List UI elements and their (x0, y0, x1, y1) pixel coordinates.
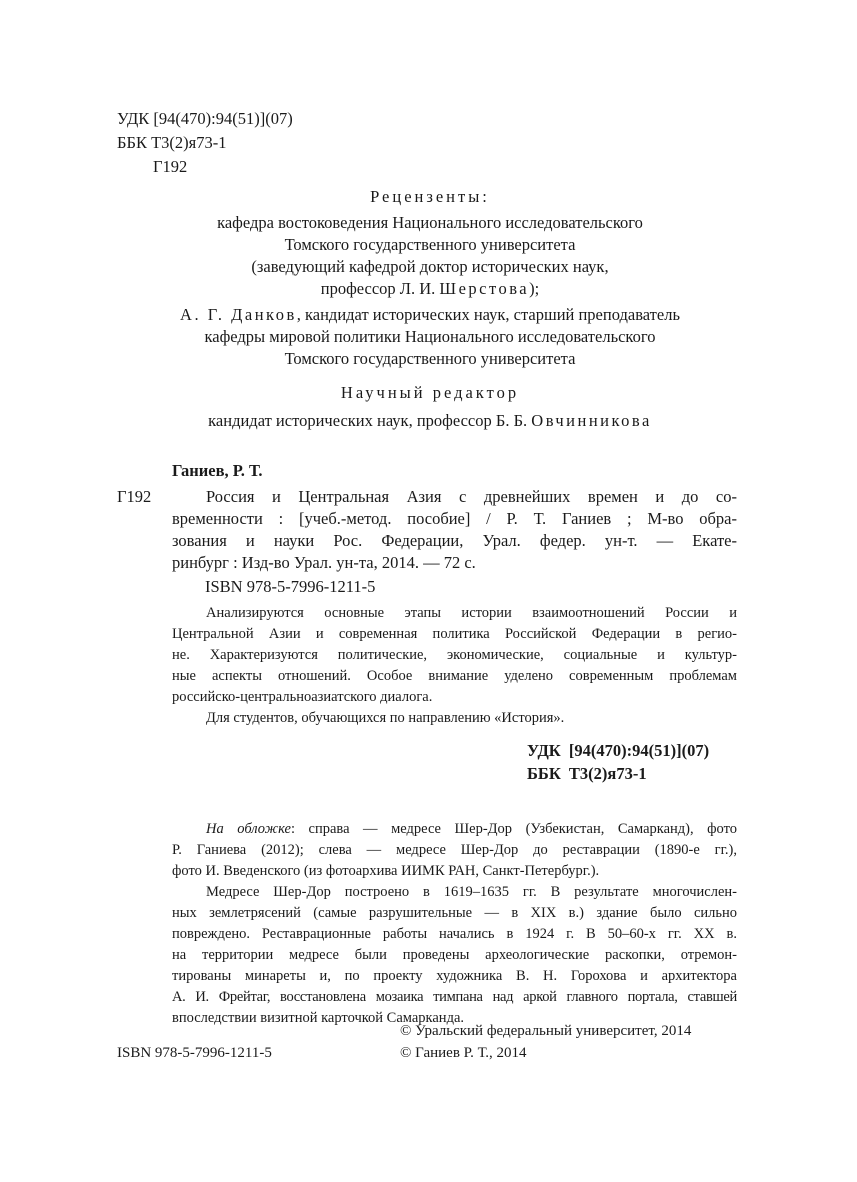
cover-note-label: На обложке (206, 821, 291, 837)
catalog-author: Ганиев, Р. Т. (172, 461, 263, 480)
cover-note (172, 819, 737, 1029)
annotation-line: российско-центральноазиатского диалога. (172, 689, 433, 705)
reviewer-prof-prefix: профессор Л. И. (320, 279, 440, 298)
catalog-line: Россия и Центральная Азия с древнейших времен и до со- (206, 487, 737, 506)
cover-note-line: тированы минареты и, по проекту художника В. Н. Горохова и архитектора (172, 968, 737, 984)
reviewer-prof-name: Шерстова (439, 279, 530, 298)
bbk-code: ББК Т3(2)я73-1 (117, 133, 227, 152)
reviewer-dept-line: кафедра востоковедения Национального исследовательского (217, 213, 643, 232)
cover-note-line (172, 819, 737, 840)
reviewer-person-line: Томского государственного университета (284, 349, 576, 368)
author-mark: Г192 (153, 157, 188, 176)
cover-note-line: повреждено. Реставрационные работы начались в 1924 г. В 50–60-х гг. XX в. (172, 926, 737, 942)
reviewer-dept-line: Томского государственного университета (284, 235, 576, 254)
annotation (172, 603, 737, 729)
reviewer-dept-prof-line (100, 278, 760, 300)
editor-heading: Научный редактор (340, 383, 520, 402)
editor-prefix: кандидат исторических наук, профессор Б. Б. (208, 411, 532, 430)
editor-block (100, 382, 760, 432)
cover-note-line: фото И. Введенского (из фотоархива ИИМК РАН, Санкт-Петербург.). (172, 863, 600, 879)
cover-note-line: ных землетрясений (самые разрушительные — в XIX в.) здание было сильно (172, 905, 737, 921)
editor-line (100, 410, 760, 432)
footer-bbk-code: ББК Т3(2)я73-1 (527, 764, 647, 783)
reviewer-dept-line: (заведующий кафедрой доктор исторических наук, (251, 257, 609, 276)
cover-note-line: впоследствии визитной карточкой Самарканда. (172, 1010, 465, 1026)
catalog-mark: Г192 (117, 487, 152, 506)
cover-note-first-rest: : справа — медресе Шер-Дор (Узбекистан, Самарканд), фото (290, 821, 737, 837)
reviewer-person-name: А. Г. Данков (180, 305, 297, 324)
reviewer-person-line (100, 304, 760, 326)
copyright-line: © Уральский федеральный университет, 2014 (400, 1023, 692, 1039)
cover-note-line: на территории медресе были проведены археологические раскопки, отремон- (172, 947, 737, 963)
cover-note-line: Медресе Шер-Дор построено в 1619–1635 гг. В результате многочислен- (206, 884, 737, 900)
reviewers-heading: Рецензенты: (370, 187, 490, 206)
catalog-line: ринбург : Изд-во Урал. ун-та, 2014. — 72 с. (172, 553, 476, 572)
reviewer-person-line: кафедры мировой политики Национального исследовательского (204, 327, 656, 346)
catalog-line: временности : [учеб.-метод. пособие] / Р. Т. Ганиев ; М-во обра- (172, 509, 737, 528)
udk-code: УДК [94(470):94(51)](07) (117, 109, 293, 128)
annotation-line: ные аспекты отношений. Особое внимание уделено современным проблемам (172, 668, 737, 684)
bottom-isbn: ISBN 978-5-7996-1211-5 (117, 1045, 272, 1061)
reviewer-person-role: , кандидат исторических наук, старший преподаватель (296, 305, 680, 324)
catalog-description (172, 486, 737, 574)
reviewers-block (100, 186, 760, 370)
footer-udk-code: УДК [94(470):94(51)](07) (527, 741, 710, 760)
editor-name: Овчинникова (531, 411, 652, 430)
reviewer-prof-suffix: ); (529, 279, 540, 298)
catalog-isbn: ISBN 978-5-7996-1211-5 (205, 577, 376, 596)
cover-note-line: А. И. Фрейтаг, восстановлена мозаика тимпана над аркой главного портала, ставшей (172, 989, 737, 1005)
annotation-audience: Для студентов, обучающихся по направлению «История». (206, 710, 565, 726)
annotation-line: Центральной Азии и современная политика Российской Федерации в регио- (172, 626, 737, 642)
annotation-line: не. Характеризуются политические, экономические, социальные и культур- (172, 647, 737, 663)
catalog-line: зования и науки Рос. Федерации, Урал. федер. ун-т. — Екате- (172, 531, 737, 550)
annotation-line: Анализируются основные этапы истории взаимоотношений России и (206, 605, 737, 621)
cover-note-line: Р. Ганиева (2012); слева — медресе Шер-Дор до реставрации (1890-е гг.), (172, 842, 737, 858)
copyright-line: © Ганиев Р. Т., 2014 (400, 1045, 527, 1061)
